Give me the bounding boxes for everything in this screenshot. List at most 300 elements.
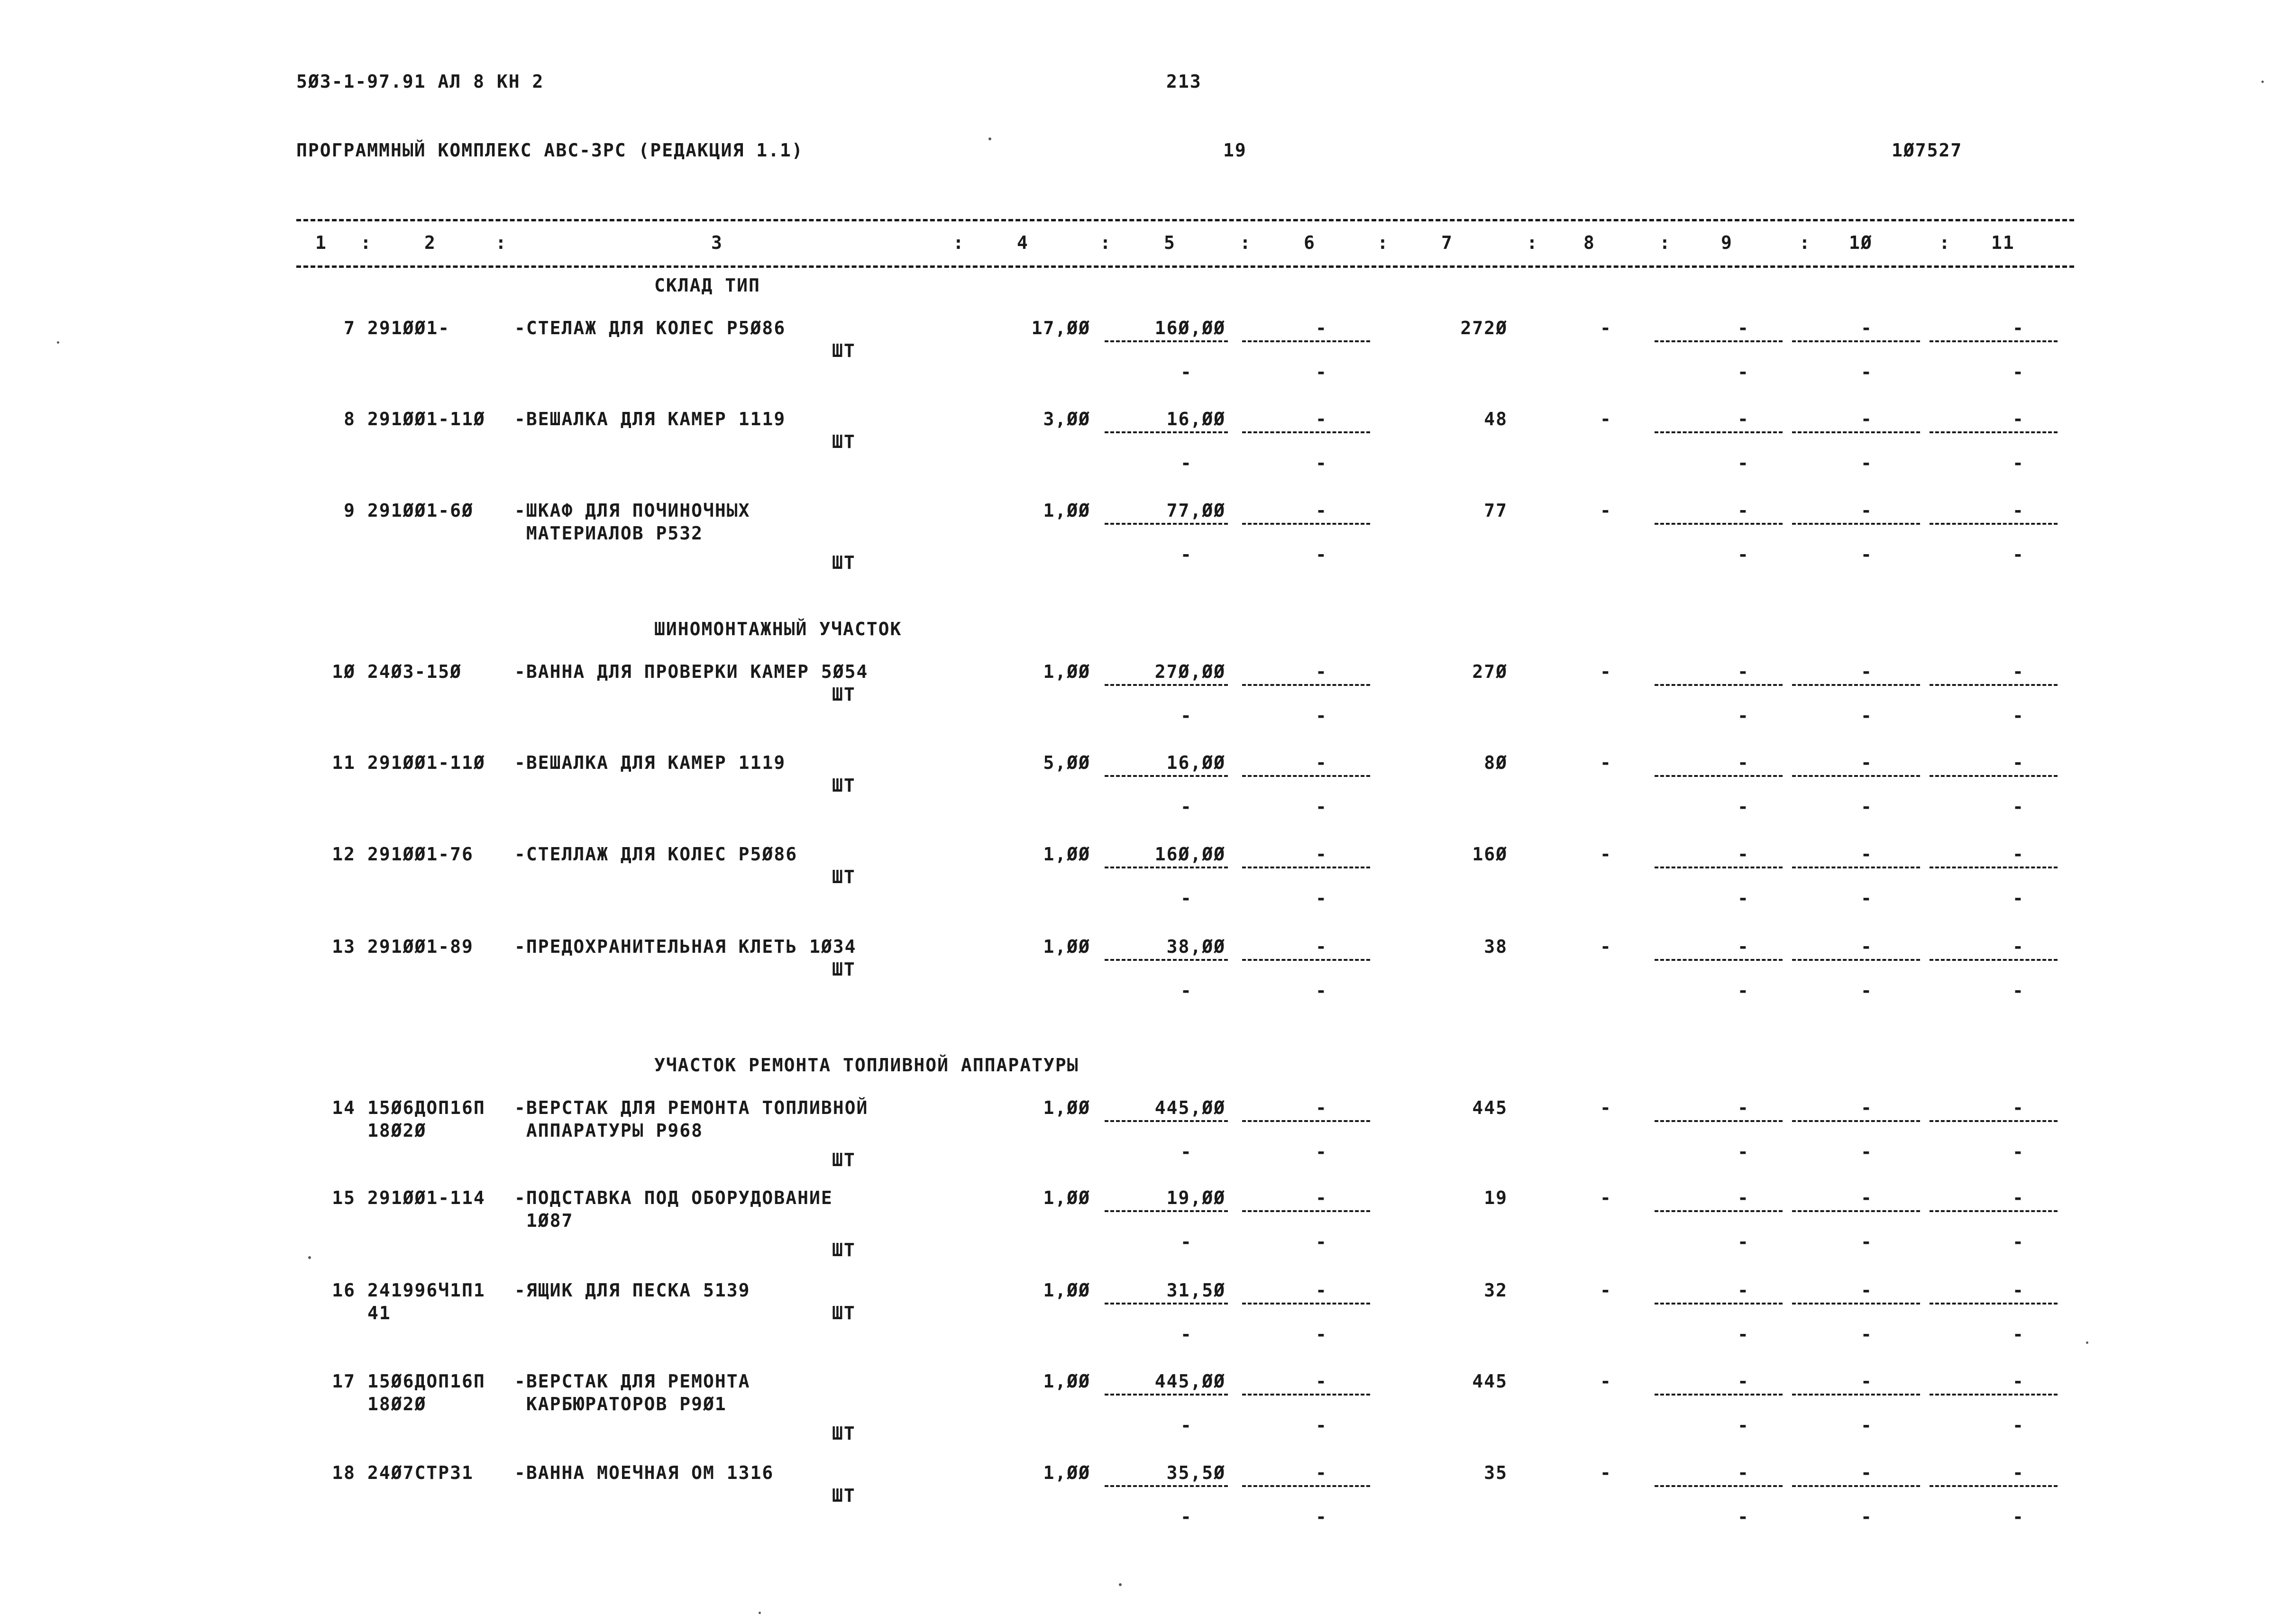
subtotal-rule	[1242, 1485, 1370, 1487]
top-rule	[296, 219, 2074, 221]
subtotal-rule	[1105, 523, 1228, 525]
total: 445	[1472, 1097, 1508, 1118]
column-header-5: 5	[1164, 232, 1176, 253]
unit-price: 77,ØØ	[1166, 500, 1226, 521]
item-code: 291ØØ1-11Ø	[367, 752, 485, 773]
section-title: УЧАСТОК РЕМОНТА ТОПЛИВНОЙ АППАРАТУРЫ	[654, 1055, 1079, 1076]
row-number: 8	[344, 409, 356, 429]
col-10-sub: -	[1861, 453, 1873, 474]
row-number: 11	[332, 752, 356, 773]
subtotal-rule	[1930, 523, 2058, 525]
col-9: -	[1738, 1371, 1749, 1392]
col-6-sub: -	[1316, 1141, 1327, 1162]
col-6: -	[1316, 318, 1327, 338]
col-9-sub: -	[1738, 453, 1749, 474]
col-8: -	[1600, 936, 1612, 957]
col-6-sub: -	[1316, 1232, 1327, 1252]
col-8: -	[1600, 318, 1612, 338]
col-11-sub: -	[2012, 1415, 2024, 1436]
unit: ШТ	[832, 1150, 856, 1170]
col-6-sub: -	[1316, 796, 1327, 817]
col-11: -	[2012, 1280, 2024, 1301]
subtotal-rule	[1930, 1394, 2058, 1396]
col-11-sub: -	[2012, 362, 2024, 383]
subtotal-rule	[1655, 684, 1783, 686]
col-9: -	[1738, 661, 1749, 682]
col-9-sub: -	[1738, 980, 1749, 1001]
col-5-sub: -	[1180, 1232, 1192, 1252]
quantity: 17,ØØ	[1031, 318, 1090, 338]
item-name: -ВАННА ДЛЯ ПРОВЕРКИ КАМЕР 5Ø54	[514, 661, 869, 682]
col-11: -	[2012, 936, 2024, 957]
unit: ШТ	[832, 867, 856, 887]
subtotal-rule	[1655, 1485, 1783, 1487]
column-header-7: 7	[1441, 232, 1453, 253]
subtotal-rule	[1792, 523, 1920, 525]
col-10: -	[1861, 1097, 1873, 1118]
row-number: 16	[332, 1280, 356, 1301]
column-separator: :	[1939, 232, 1951, 253]
col-9: -	[1738, 409, 1749, 429]
unit-price: 445,ØØ	[1154, 1371, 1226, 1392]
row-number: 9	[344, 500, 356, 521]
item-name: КАРБЮРАТОРОВ Р9Ø1	[514, 1394, 727, 1414]
total: 77	[1484, 500, 1508, 521]
subtotal-rule	[1242, 1120, 1370, 1122]
subtotal-rule	[1242, 775, 1370, 777]
subtotal-rule	[1655, 1303, 1783, 1305]
col-8: -	[1600, 1371, 1612, 1392]
col-10: -	[1861, 936, 1873, 957]
item-name: -ВЕРСТАК ДЛЯ РЕМОНТА ТОПЛИВНОЙ	[514, 1097, 869, 1118]
col-10-sub: -	[1861, 705, 1873, 726]
col-10: -	[1861, 844, 1873, 865]
unit-price: 35,5Ø	[1166, 1462, 1226, 1483]
subtotal-rule	[1930, 775, 2058, 777]
section-title: СКЛАД ТИП	[654, 275, 760, 296]
column-header-6: 6	[1304, 232, 1316, 253]
col-6: -	[1316, 1097, 1327, 1118]
program-title: ПРОГРАММНЫЙ КОМПЛЕКС АВС-3РС (РЕДАКЦИЯ 1.1)	[296, 140, 804, 161]
unit-price: 27Ø,ØØ	[1154, 661, 1226, 682]
col-9: -	[1738, 1097, 1749, 1118]
unit-price: 16Ø,ØØ	[1154, 844, 1226, 865]
item-name: -ПОДСТАВКА ПОД ОБОРУДОВАНИЕ	[514, 1187, 833, 1208]
unit: ШТ	[832, 684, 856, 705]
subtotal-rule	[1930, 1303, 2058, 1305]
col-6-sub: -	[1316, 705, 1327, 726]
col-11: -	[2012, 1187, 2024, 1208]
col-6: -	[1316, 500, 1327, 521]
subtotal-rule	[1792, 340, 1920, 342]
subtotal-rule	[1655, 1210, 1783, 1212]
col-11-sub: -	[2012, 453, 2024, 474]
item-name: -ПРЕДОХРАНИТЕЛЬНАЯ КЛЕТЬ 1Ø34	[514, 936, 857, 957]
item-code: 241996Ч1П1	[367, 1280, 485, 1301]
subtotal-rule	[1105, 340, 1228, 342]
doc-number: 1Ø7527	[1892, 140, 1963, 161]
col-8: -	[1600, 409, 1612, 429]
subtotal-rule	[1105, 867, 1228, 868]
col-6-sub: -	[1316, 544, 1327, 565]
col-9-sub: -	[1738, 796, 1749, 817]
col-10: -	[1861, 1462, 1873, 1483]
unit: ШТ	[832, 1303, 856, 1323]
unit: ШТ	[832, 1485, 856, 1506]
col-11: -	[2012, 1097, 2024, 1118]
col-11-sub: -	[2012, 705, 2024, 726]
col-5-sub: -	[1180, 1506, 1192, 1527]
subtotal-rule	[1105, 1120, 1228, 1122]
item-code: 18Ø2Ø	[367, 1120, 427, 1141]
item-code: 291ØØ1-76	[367, 844, 474, 865]
col-10-sub: -	[1861, 1232, 1873, 1252]
col-9-sub: -	[1738, 362, 1749, 383]
column-header-8: 8	[1583, 232, 1595, 253]
section-title: ШИНОМОНТАЖНЫЙ УЧАСТОК	[654, 619, 902, 639]
column-separator: :	[1377, 232, 1389, 253]
subtotal-rule	[1930, 340, 2058, 342]
unit-price: 31,5Ø	[1166, 1280, 1226, 1301]
col-8: -	[1600, 844, 1612, 865]
subtotal-rule	[1655, 523, 1783, 525]
subtotal-rule	[1655, 431, 1783, 433]
column-separator: :	[1799, 232, 1811, 253]
col-11-sub: -	[2012, 1506, 2024, 1527]
subtotal-rule	[1242, 1303, 1370, 1305]
col-5-sub: -	[1180, 1141, 1192, 1162]
item-code: 291ØØ1-	[367, 318, 450, 338]
col-10: -	[1861, 752, 1873, 773]
col-10: -	[1861, 318, 1873, 338]
subtotal-rule	[1655, 775, 1783, 777]
unit-price: 16,ØØ	[1166, 409, 1226, 429]
col-10-sub: -	[1861, 980, 1873, 1001]
col-6-sub: -	[1316, 453, 1327, 474]
col-5-sub: -	[1180, 362, 1192, 383]
col-6: -	[1316, 661, 1327, 682]
subtotal-rule	[1930, 1120, 2058, 1122]
item-code: 24Ø3-15Ø	[367, 661, 462, 682]
quantity: 1,ØØ	[1043, 500, 1090, 521]
subtotal-rule	[1105, 775, 1228, 777]
col-9: -	[1738, 1280, 1749, 1301]
column-header-10: 1Ø	[1849, 232, 1873, 253]
col-5-sub: -	[1180, 544, 1192, 565]
item-name: АППАРАТУРЫ Р968	[514, 1120, 704, 1141]
col-9: -	[1738, 752, 1749, 773]
subtotal-rule	[1655, 340, 1783, 342]
column-separator: :	[1100, 232, 1112, 253]
total: 272Ø	[1460, 318, 1508, 338]
subtotal-rule	[1105, 1210, 1228, 1212]
col-8: -	[1600, 1187, 1612, 1208]
col-6: -	[1316, 1462, 1327, 1483]
subtotal-rule	[1105, 684, 1228, 686]
col-8: -	[1600, 1097, 1612, 1118]
col-9: -	[1738, 936, 1749, 957]
col-10: -	[1861, 661, 1873, 682]
item-code: 291ØØ1-89	[367, 936, 474, 957]
total: 38	[1484, 936, 1508, 957]
col-5-sub: -	[1180, 796, 1192, 817]
quantity: 3,ØØ	[1043, 409, 1090, 429]
col-5-sub: -	[1180, 1415, 1192, 1436]
subtotal-rule	[1792, 684, 1920, 686]
subtotal-rule	[1792, 867, 1920, 868]
col-9-sub: -	[1738, 705, 1749, 726]
subtotal-rule	[1930, 1210, 2058, 1212]
col-6: -	[1316, 752, 1327, 773]
col-6: -	[1316, 936, 1327, 957]
col-6: -	[1316, 1280, 1327, 1301]
item-name: -ВЕШАЛКА ДЛЯ КАМЕР 1119	[514, 752, 786, 773]
col-6: -	[1316, 1187, 1327, 1208]
col-9: -	[1738, 1187, 1749, 1208]
col-11: -	[2012, 752, 2024, 773]
col-6-sub: -	[1316, 980, 1327, 1001]
col-8: -	[1600, 1462, 1612, 1483]
subtotal-rule	[1105, 959, 1228, 961]
scan-speck	[308, 1256, 311, 1259]
col-8: -	[1600, 661, 1612, 682]
unit: ШТ	[832, 775, 856, 796]
unit: ШТ	[832, 340, 856, 361]
column-separator: :	[953, 232, 965, 253]
col-5-sub: -	[1180, 888, 1192, 909]
column-separator: :	[1240, 232, 1252, 253]
unit: ШТ	[832, 959, 856, 980]
col-11-sub: -	[2012, 544, 2024, 565]
col-10-sub: -	[1861, 1141, 1873, 1162]
item-code: 18Ø2Ø	[367, 1394, 427, 1414]
col-9-sub: -	[1738, 1415, 1749, 1436]
column-header-3: 3	[711, 232, 723, 253]
col-11-sub: -	[2012, 1324, 2024, 1345]
col-9: -	[1738, 500, 1749, 521]
col-10-sub: -	[1861, 1506, 1873, 1527]
row-number: 13	[332, 936, 356, 957]
col-9-sub: -	[1738, 888, 1749, 909]
col-6: -	[1316, 844, 1327, 865]
subtotal-rule	[1105, 431, 1228, 433]
col-10-sub: -	[1861, 544, 1873, 565]
col-10: -	[1861, 500, 1873, 521]
unit-price: 19,ØØ	[1166, 1187, 1226, 1208]
col-10-sub: -	[1861, 1324, 1873, 1345]
total: 445	[1472, 1371, 1508, 1392]
subtotal-rule	[1655, 867, 1783, 868]
subtotal-rule	[1242, 867, 1370, 868]
col-11: -	[2012, 844, 2024, 865]
subtotal-rule	[1930, 684, 2058, 686]
item-name: -ВАННА МОЕЧНАЯ ОМ 1316	[514, 1462, 774, 1483]
unit-price: 16Ø,ØØ	[1154, 318, 1226, 338]
item-code: 15Ø6ДОП16П	[367, 1097, 485, 1118]
total: 16Ø	[1472, 844, 1508, 865]
col-8: -	[1600, 500, 1612, 521]
col-11-sub: -	[2012, 1141, 2024, 1162]
subtotal-rule	[1105, 1303, 1228, 1305]
subtotal-rule	[1792, 1485, 1920, 1487]
subtotal-rule	[1105, 1394, 1228, 1396]
column-header-9: 9	[1721, 232, 1733, 253]
col-11-sub: -	[2012, 1232, 2024, 1252]
column-separator: :	[1527, 232, 1538, 253]
subtotal-rule	[1655, 1394, 1783, 1396]
item-code: 291ØØ1-6Ø	[367, 500, 474, 521]
unit-price: 38,ØØ	[1166, 936, 1226, 957]
col-10: -	[1861, 1187, 1873, 1208]
column-header-11: 11	[1991, 232, 2015, 253]
item-code: 291ØØ1-11Ø	[367, 409, 485, 429]
subtotal-rule	[1792, 1120, 1920, 1122]
col-10-sub: -	[1861, 1415, 1873, 1436]
quantity: 1,ØØ	[1043, 661, 1090, 682]
col-10-sub: -	[1861, 888, 1873, 909]
col-11: -	[2012, 318, 2024, 338]
total: 19	[1484, 1187, 1508, 1208]
quantity: 1,ØØ	[1043, 1097, 1090, 1118]
col-6-sub: -	[1316, 1415, 1327, 1436]
col-10-sub: -	[1861, 796, 1873, 817]
page-number: 213	[1166, 71, 1202, 92]
col-9-sub: -	[1738, 1324, 1749, 1345]
subtotal-rule	[1655, 1120, 1783, 1122]
subtotal-rule	[1242, 340, 1370, 342]
scan-speck	[1119, 1583, 1122, 1586]
quantity: 1,ØØ	[1043, 844, 1090, 865]
col-8: -	[1600, 752, 1612, 773]
col-10-sub: -	[1861, 362, 1873, 383]
col-9: -	[1738, 1462, 1749, 1483]
column-separator: :	[360, 232, 372, 253]
col-11-sub: -	[2012, 796, 2024, 817]
col-6: -	[1316, 1371, 1327, 1392]
item-code: 291ØØ1-114	[367, 1187, 485, 1208]
row-number: 18	[332, 1462, 356, 1483]
col-10: -	[1861, 1371, 1873, 1392]
subtotal-rule	[1930, 867, 2058, 868]
col-11: -	[2012, 1371, 2024, 1392]
quantity: 5,ØØ	[1043, 752, 1090, 773]
col-9-sub: -	[1738, 1232, 1749, 1252]
unit: ШТ	[832, 1423, 856, 1444]
header-bottom-rule	[296, 265, 2074, 268]
row-number: 15	[332, 1187, 356, 1208]
total: 8Ø	[1484, 752, 1508, 773]
item-code: 15Ø6ДОП16П	[367, 1371, 485, 1392]
col-6: -	[1316, 409, 1327, 429]
column-header-4: 4	[1017, 232, 1029, 253]
col-10: -	[1861, 1280, 1873, 1301]
unit-price: 445,ØØ	[1154, 1097, 1226, 1118]
col-10: -	[1861, 409, 1873, 429]
col-6-sub: -	[1316, 1324, 1327, 1345]
sheet-number: 19	[1223, 140, 1247, 161]
subtotal-rule	[1242, 959, 1370, 961]
quantity: 1,ØØ	[1043, 1462, 1090, 1483]
col-6-sub: -	[1316, 888, 1327, 909]
col-5-sub: -	[1180, 980, 1192, 1001]
subtotal-rule	[1242, 523, 1370, 525]
col-9-sub: -	[1738, 1506, 1749, 1527]
col-11: -	[2012, 661, 2024, 682]
subtotal-rule	[1792, 1303, 1920, 1305]
column-header-2: 2	[424, 232, 436, 253]
subtotal-rule	[1930, 1485, 2058, 1487]
col-9: -	[1738, 318, 1749, 338]
subtotal-rule	[1792, 1394, 1920, 1396]
col-6-sub: -	[1316, 362, 1327, 383]
row-number: 12	[332, 844, 356, 865]
col-9-sub: -	[1738, 1141, 1749, 1162]
unit: ШТ	[832, 431, 856, 452]
item-name: -ШКАФ ДЛЯ ПОЧИНОЧНЫХ	[514, 500, 750, 521]
col-9: -	[1738, 844, 1749, 865]
item-code: 24Ø7СТР31	[367, 1462, 474, 1483]
unit: ШТ	[832, 552, 856, 573]
subtotal-rule	[1930, 959, 2058, 961]
col-5-sub: -	[1180, 453, 1192, 474]
quantity: 1,ØØ	[1043, 1187, 1090, 1208]
subtotal-rule	[1792, 775, 1920, 777]
item-name: -ВЕШАЛКА ДЛЯ КАМЕР 1119	[514, 409, 786, 429]
item-name: -ВЕРСТАК ДЛЯ РЕМОНТА	[514, 1371, 750, 1392]
item-name: 1Ø87	[514, 1210, 574, 1231]
row-number: 1Ø	[332, 661, 356, 682]
column-header-1: 1	[315, 232, 327, 253]
unit-price: 16,ØØ	[1166, 752, 1226, 773]
subtotal-rule	[1792, 431, 1920, 433]
item-name: -ЯЩИК ДЛЯ ПЕСКА 5139	[514, 1280, 750, 1301]
scan-speck	[57, 341, 59, 344]
item-name: -СТЕЛЛАЖ ДЛЯ КОЛЕС Р5Ø86	[514, 844, 798, 865]
subtotal-rule	[1242, 1210, 1370, 1212]
quantity: 1,ØØ	[1043, 936, 1090, 957]
row-number: 7	[344, 318, 356, 338]
scan-speck	[759, 1612, 761, 1614]
item-name: МАТЕРИАЛОВ Р532	[514, 523, 704, 544]
subtotal-rule	[1930, 431, 2058, 433]
scan-speck	[2261, 81, 2264, 83]
col-6-sub: -	[1316, 1506, 1327, 1527]
col-11-sub: -	[2012, 888, 2024, 909]
col-11: -	[2012, 1462, 2024, 1483]
total: 48	[1484, 409, 1508, 429]
subtotal-rule	[1242, 684, 1370, 686]
column-separator: :	[495, 232, 507, 253]
subtotal-rule	[1242, 1394, 1370, 1396]
col-11: -	[2012, 409, 2024, 429]
col-11-sub: -	[2012, 980, 2024, 1001]
quantity: 1,ØØ	[1043, 1280, 1090, 1301]
quantity: 1,ØØ	[1043, 1371, 1090, 1392]
col-5-sub: -	[1180, 705, 1192, 726]
col-8: -	[1600, 1280, 1612, 1301]
column-separator: :	[1659, 232, 1671, 253]
scan-speck	[988, 137, 991, 140]
item-code: 41	[367, 1303, 391, 1323]
subtotal-rule	[1792, 1210, 1920, 1212]
subtotal-rule	[1655, 959, 1783, 961]
unit: ШТ	[832, 1240, 856, 1260]
subtotal-rule	[1242, 431, 1370, 433]
col-11: -	[2012, 500, 2024, 521]
doc-code: 5Ø3-1-97.91 АЛ 8 КН 2	[296, 71, 544, 92]
row-number: 17	[332, 1371, 356, 1392]
subtotal-rule	[1105, 1485, 1228, 1487]
